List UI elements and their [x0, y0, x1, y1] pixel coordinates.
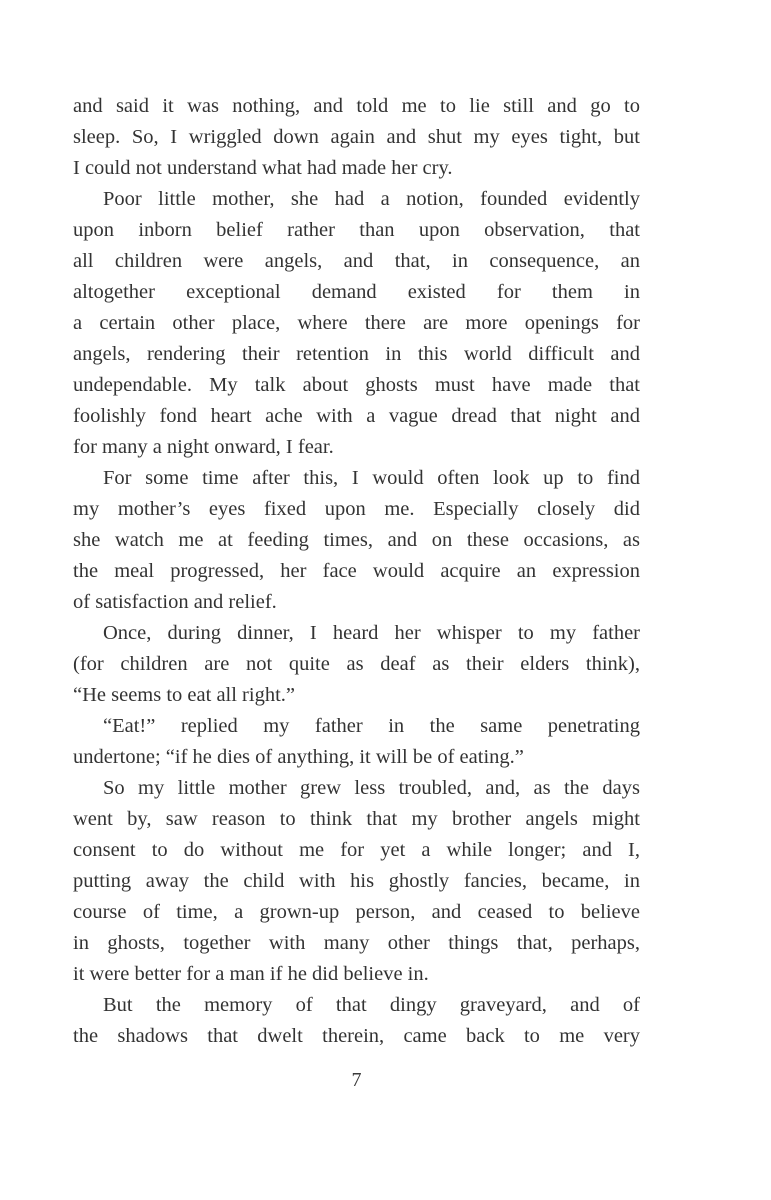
- text-line: Poor little mother, she had a notion, founded evidently: [103, 188, 640, 210]
- text-line: So my little mother grew less troubled, and, as the days: [103, 777, 640, 799]
- text-line: But the memory of that dingy graveyard, and of: [103, 994, 640, 1016]
- paragraph: [73, 184, 640, 463]
- paragraph: [73, 463, 640, 618]
- text-line: “He seems to eat all right.”: [73, 684, 295, 706]
- text-line: I could not understand what had made her cry.: [73, 157, 453, 179]
- text-line: went by, saw reason to think that my brother angels might: [73, 808, 640, 830]
- text-line: angels, rendering their retention in this world difficult and: [73, 343, 640, 365]
- page-text: [73, 91, 640, 1096]
- text-line: course of time, a grown-up person, and ceased to believe: [73, 901, 640, 923]
- text-line: undependable. My talk about ghosts must have made that: [73, 374, 640, 396]
- text-line: consent to do without me for yet a while longer; and I,: [73, 839, 640, 861]
- paragraph: [73, 711, 640, 773]
- paragraph: [73, 990, 640, 1052]
- text-line: (for children are not quite as deaf as their elders think),: [73, 653, 640, 675]
- text-line: all children were angels, and that, in consequence, an: [73, 250, 640, 272]
- text-line: “Eat!” replied my father in the same penetrating: [103, 715, 640, 737]
- text-line: it were better for a man if he did believe in.: [73, 963, 429, 985]
- text-line: putting away the child with his ghostly fancies, became, in: [73, 870, 640, 892]
- paragraph: [73, 91, 640, 184]
- text-line: for many a night onward, I fear.: [73, 436, 334, 458]
- text-line: in ghosts, together with many other things that, perhaps,: [73, 932, 640, 954]
- text-line: of satisfaction and relief.: [73, 591, 277, 613]
- text-line: she watch me at feeding times, and on these occasions, as: [73, 529, 640, 551]
- text-line: Once, during dinner, I heard her whisper to my father: [103, 622, 640, 644]
- text-line: undertone; “if he dies of anything, it will be of eating.”: [73, 746, 524, 768]
- paragraph: [73, 618, 640, 711]
- text-line: the meal progressed, her face would acquire an expression: [73, 560, 640, 582]
- text-line: For some time after this, I would often look up to find: [103, 467, 640, 489]
- text-line: a certain other place, where there are more openings for: [73, 312, 640, 334]
- text-line: sleep. So, I wriggled down again and shut my eyes tight, but: [73, 126, 640, 148]
- text-line: upon inborn belief rather than upon observation, that: [73, 219, 640, 241]
- page-number: 7: [351, 1069, 362, 1091]
- text-line: my mother’s eyes fixed upon me. Especially closely did: [73, 498, 640, 520]
- text-line: the shadows that dwelt therein, came back to me very: [73, 1025, 640, 1047]
- text-line: and said it was nothing, and told me to lie still and go to: [73, 95, 640, 117]
- text-line: foolishly fond heart ache with a vague dread that night and: [73, 405, 640, 427]
- text-line: altogether exceptional demand existed for them in: [73, 281, 640, 303]
- paragraph: [73, 773, 640, 990]
